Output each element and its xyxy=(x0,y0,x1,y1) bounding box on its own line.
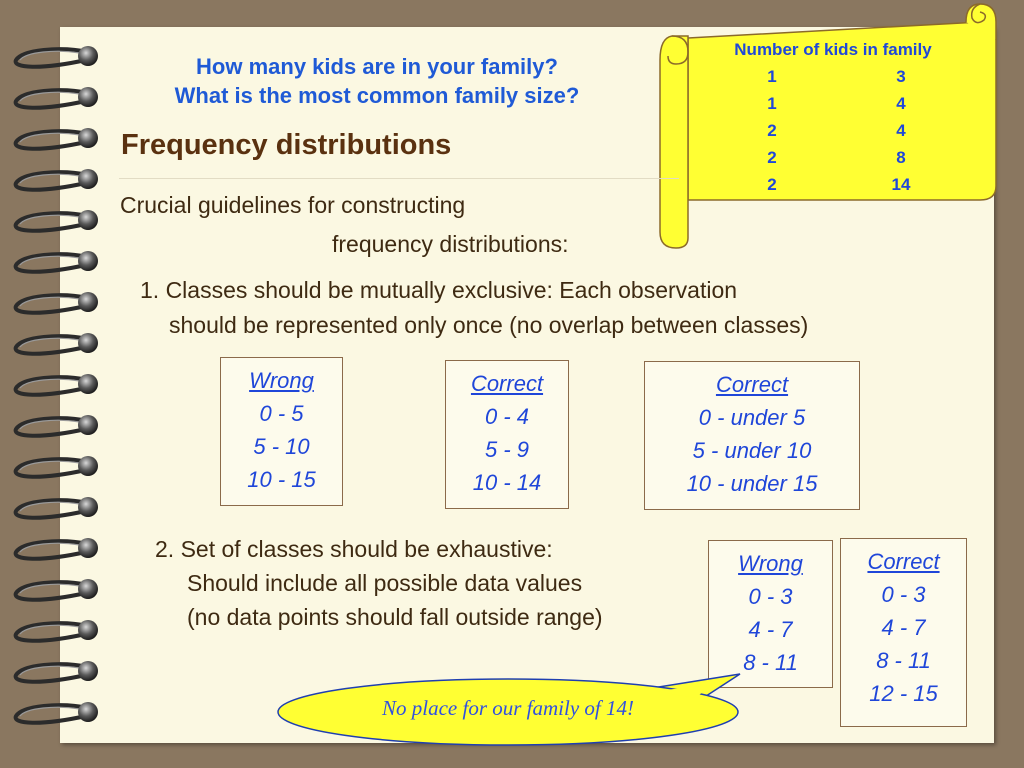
guideline-1-line-2: should be represented only once (no overlap between classes) xyxy=(169,312,809,338)
class-row: 0 - 4 xyxy=(484,404,530,429)
class-row: 0 - under 5 xyxy=(698,405,806,430)
class-row: 8 - 11 xyxy=(876,648,931,673)
class-row: 12 - 15 xyxy=(869,681,938,706)
class-row: 4 - 7 xyxy=(748,617,793,642)
box-header: Wrong xyxy=(249,368,314,393)
scroll-row: 1 3 xyxy=(767,67,906,86)
box-header: Wrong xyxy=(738,551,803,576)
intro-line-2: frequency distributions: xyxy=(332,231,569,257)
class-row: 8 - 11 xyxy=(743,650,798,675)
class-row: 5 - 9 xyxy=(484,437,530,462)
guideline-2-line-2: Should include all possible data values xyxy=(187,570,583,596)
question-line-2: What is the most common family size? xyxy=(174,83,580,108)
class-row: 0 - 5 xyxy=(259,401,304,426)
guideline-1-line-1: 1. Classes should be mutually exclusive: Each observation xyxy=(140,277,738,303)
guideline-2-line-1: 2. Set of classes should be exhaustive: xyxy=(155,536,553,562)
class-row: 0 - 3 xyxy=(748,584,793,609)
question-line-1: How many kids are in your family? xyxy=(196,54,558,79)
box-header: Correct xyxy=(715,372,789,397)
class-row: 0 - 3 xyxy=(881,582,926,607)
intro-line-1: Crucial guidelines for constructing xyxy=(120,192,466,218)
guideline-2-line-3: (no data points should fall outside range) xyxy=(187,604,603,630)
callout-text: No place for our family of 14! xyxy=(382,696,634,720)
class-row: 5 - under 10 xyxy=(692,438,812,463)
scroll-title: Number of kids in family xyxy=(734,40,932,59)
class-row: 10 - 15 xyxy=(247,467,316,492)
page-title: Frequency distributions xyxy=(121,129,452,161)
scroll-row: 1 4 xyxy=(767,94,906,113)
class-row: 10 - 14 xyxy=(472,470,542,495)
box-header: Correct xyxy=(470,371,544,396)
scroll-row: 2 4 xyxy=(767,121,906,140)
scroll-row: 2 8 xyxy=(767,148,906,167)
class-row: 4 - 7 xyxy=(881,615,926,640)
class-row: 5 - 10 xyxy=(253,434,310,459)
scroll-row: 2 14 xyxy=(767,175,911,194)
class-row: 10 - under 15 xyxy=(686,471,818,496)
box-header: Correct xyxy=(867,549,940,574)
